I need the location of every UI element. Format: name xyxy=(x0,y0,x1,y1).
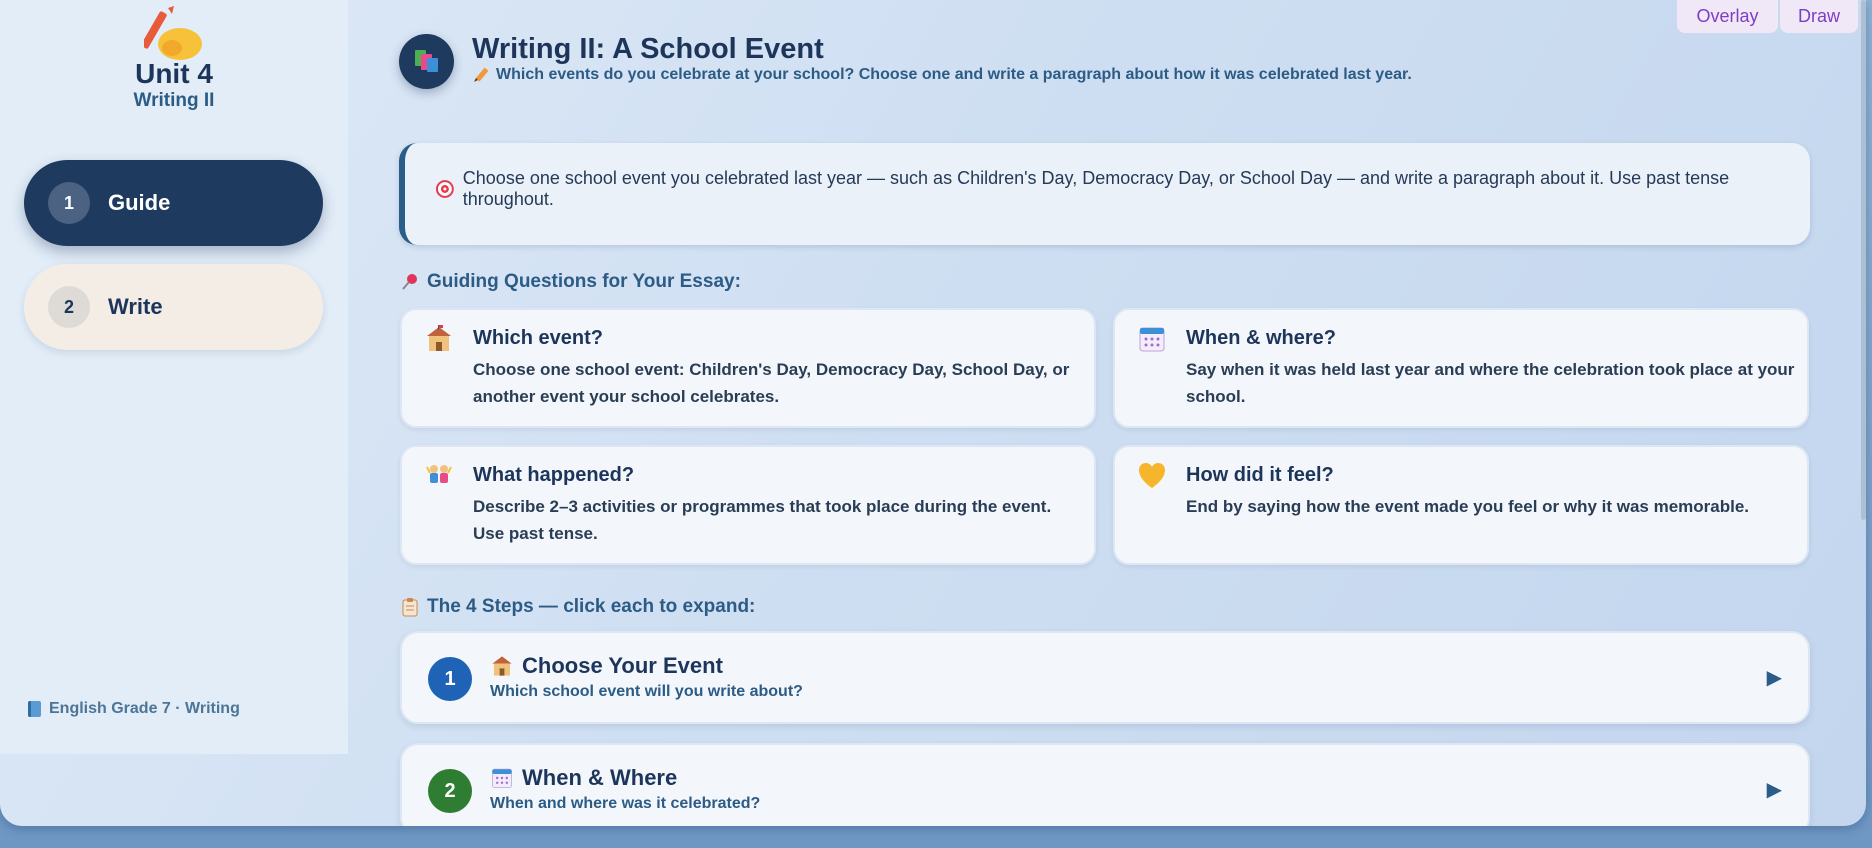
heart-icon xyxy=(1137,461,1167,491)
question-title: When & where? xyxy=(1186,327,1337,349)
question-card-how-feel xyxy=(1113,445,1809,565)
step-subtitle: When and where was it celebrated? xyxy=(490,795,761,812)
step-title-text: When & Where xyxy=(522,765,678,790)
school-icon xyxy=(490,654,514,678)
question-card-when-where xyxy=(1113,308,1809,428)
dancers-icon xyxy=(424,461,454,491)
unit-title: Unit 4 xyxy=(135,58,213,89)
nav-number: 2 xyxy=(48,286,90,328)
clipboard-icon xyxy=(401,597,419,617)
step-number: 2 xyxy=(428,769,472,813)
unit-subtitle: Writing II xyxy=(133,90,215,111)
question-title: What happened? xyxy=(473,464,635,486)
page-title: Writing II: A School Event xyxy=(472,33,824,65)
task-instruction xyxy=(435,168,1810,210)
step-title-text: Choose Your Event xyxy=(522,653,723,678)
sidebar-footer xyxy=(28,700,240,718)
step-number: 1 xyxy=(428,657,472,701)
draw-button[interactable]: Draw xyxy=(1780,0,1858,33)
nav-label: Write xyxy=(108,294,163,319)
question-body: Say when it was held last year and where the celebration took place at your school. xyxy=(1186,360,1795,406)
questions-heading-text: Guiding Questions for Your Essay: xyxy=(427,271,741,292)
school-icon xyxy=(424,324,454,354)
question-body: Describe 2–3 activities or programmes that took place during the event. Use past tense. xyxy=(473,497,1052,543)
expand-arrow-icon[interactable]: ▶ xyxy=(1766,667,1782,689)
calendar-icon xyxy=(1137,324,1167,354)
step-subtitle: Which school event will you write about? xyxy=(490,683,803,700)
nav-number: 1 xyxy=(48,182,90,224)
footer-label: English Grade 7 · Writing xyxy=(49,700,240,717)
nav-label: Guide xyxy=(108,190,171,215)
question-title: Which event? xyxy=(473,327,604,349)
page-subtitle xyxy=(472,66,1412,84)
task-text: Choose one school event you celebrated last year — such as Children's Day, Democracy Day, or School Day — and write a paragraph about it. Use past tense throughout. xyxy=(462,168,1730,209)
step-title xyxy=(490,653,723,679)
sidebar xyxy=(0,0,348,754)
task-box xyxy=(399,143,1810,245)
question-title: How did it feel? xyxy=(1186,464,1334,486)
questions-heading xyxy=(401,271,741,293)
question-body: End by saying how the event made you feel or why it was memorable. xyxy=(1186,497,1750,516)
question-card-what-happened xyxy=(400,445,1096,565)
step-title xyxy=(490,765,677,791)
step-when-where[interactable] xyxy=(400,743,1810,826)
question-card-which-event xyxy=(400,308,1096,428)
overlay-button[interactable]: Overlay xyxy=(1677,0,1778,33)
expand-arrow-icon[interactable]: ▶ xyxy=(1766,779,1782,801)
steps-heading xyxy=(401,596,755,618)
pencil-icon xyxy=(472,66,490,84)
book-icon xyxy=(28,701,41,717)
target-icon xyxy=(435,179,455,199)
pushpin-icon xyxy=(401,273,419,291)
step-choose-event[interactable] xyxy=(400,631,1810,724)
calendar-icon xyxy=(490,766,514,790)
scrollbar[interactable] xyxy=(1861,0,1866,520)
nav-item-write[interactable] xyxy=(24,264,323,350)
books-icon xyxy=(399,34,454,89)
question-body: Choose one school event: Children's Day, Democracy Day, School Day, or another event your school celebrates. xyxy=(473,360,1070,406)
steps-heading-text: The 4 Steps — click each to expand: xyxy=(427,596,756,617)
nav-item-guide[interactable] xyxy=(24,160,323,246)
subtitle-text: Which events do you celebrate at your school? Choose one and write a paragraph about how it was celebrated last year. xyxy=(496,66,1412,83)
